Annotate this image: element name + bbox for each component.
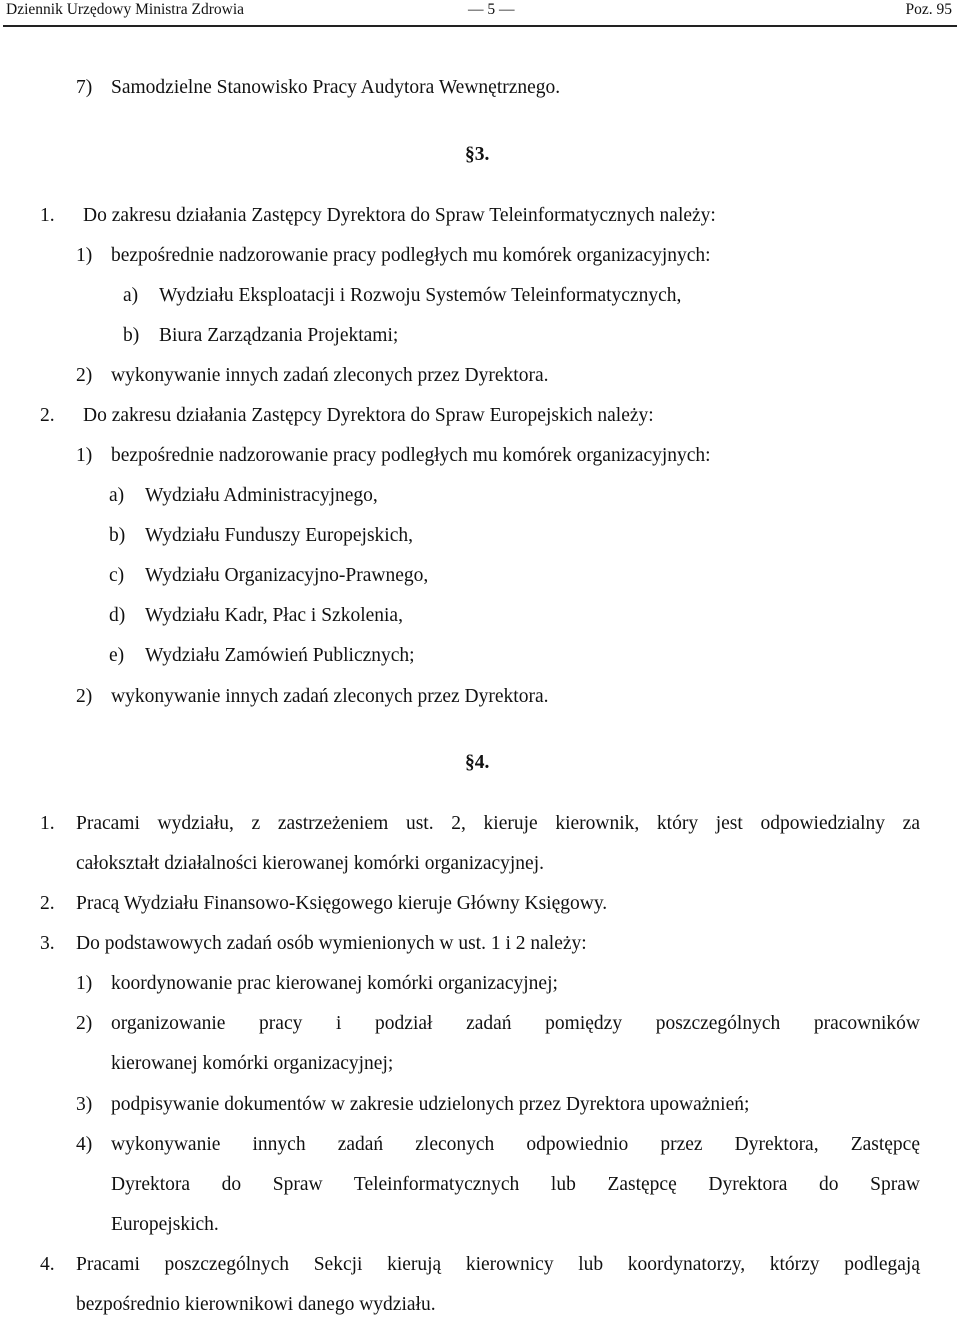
item-text: Do podstawowych zadań osób wymienionych w ust. 1 i 2 należy: [76,933,587,954]
item-text: Wydziału Administracyjnego, [145,485,378,506]
page-header [6,0,952,22]
item-text: Wydziału Zamówień Publicznych; [145,645,415,666]
item-number: 4) [76,1134,93,1155]
item-letter: a) [123,285,139,306]
item-text: wykonywanie innych zadań zleconych przez Dyrektora. [111,686,549,707]
item-number: 3) [76,1094,93,1115]
item-text: organizowanie pracy i podział zadań pomiędzy poszczególnych pracowników [111,1013,920,1034]
item-text: koordynowanie prac kierowanej komórki organizacyjnej; [111,973,558,994]
page-number: — 5 — [468,1,515,18]
item-text: Samodzielne Stanowisko Pracy Audytora Wewnętrznego. [111,77,561,98]
item-text: Europejskich. [111,1214,219,1235]
item-number: 2) [76,1013,93,1034]
item-text: Wydziału Kadr, Płac i Szkolenia, [145,605,403,626]
item-letter: b) [109,525,126,546]
item-letter: d) [109,605,126,626]
item-text: Do zakresu działania Zastępcy Dyrektora do Spraw Teleinformatycznych należy: [83,205,716,226]
header-divider [3,25,957,27]
item-number: 4. [40,1254,55,1275]
item-number: 2. [40,405,55,426]
item-number: 1) [76,445,93,466]
item-text: Wydziału Funduszy Europejskich, [145,525,413,546]
item-letter: b) [123,325,140,346]
item-number: 1) [76,245,93,266]
item-number: 1. [40,205,55,226]
item-text: całokształt działalności kierowanej komórki organizacyjnej. [76,853,545,874]
item-text: wykonywanie innych zadań zleconych przez Dyrektora. [111,365,549,386]
item-number: 2) [76,686,93,707]
item-letter: e) [109,645,125,666]
section-heading-4: §4. [465,752,490,773]
item-text: Biura Zarządzania Projektami; [159,325,399,346]
item-text: Dyrektora do Spraw Teleinformatycznych lub Zastępcę Dyrektora do Spraw [111,1174,920,1195]
item-text: bezpośrednie nadzorowanie pracy podległych mu komórek organizacyjnych: [111,245,711,266]
item-text: kierowanej komórki organizacyjnej; [111,1053,394,1074]
item-number: 1) [76,973,93,994]
item-text: Wydziału Eksploatacji i Rozwoju Systemów Teleinformatycznych, [159,285,682,306]
item-text: Pracami wydziału, z zastrzeżeniem ust. 2, kieruje kierownik, który jest odpowiedzialny za [76,813,920,834]
item-number: 7) [76,77,93,98]
item-text: wykonywanie innych zadań zleconych odpowiednio przez Dyrektora, Zastępcę [111,1134,920,1155]
item-text: Wydziału Organizacyjno-Prawnego, [145,565,429,586]
journal-title: Dziennik Urzędowy Ministra Zdrowia [6,1,245,18]
item-number: 2) [76,365,93,386]
item-text: bezpośrednio kierownikowi danego wydziału. [76,1294,436,1315]
item-text: bezpośrednie nadzorowanie pracy podległych mu komórek organizacyjnych: [111,445,711,466]
position-number: Poz. 95 [905,1,952,18]
item-letter: a) [109,485,125,506]
item-letter: c) [109,565,125,586]
section-heading-3: §3. [465,144,490,165]
item-text: Pracą Wydziału Finansowo-Księgowego kieruje Główny Księgowy. [76,893,608,914]
item-number: 3. [40,933,55,954]
item-number: 1. [40,813,55,834]
item-text: Do zakresu działania Zastępcy Dyrektora do Spraw Europejskich należy: [83,405,654,426]
item-number: 2. [40,893,55,914]
item-text: Pracami poszczególnych Sekcji kierują kierownicy lub koordynatorzy, którzy podlegają [76,1254,920,1275]
item-text: podpisywanie dokumentów w zakresie udzielonych przez Dyrektora upoważnień; [111,1094,750,1115]
